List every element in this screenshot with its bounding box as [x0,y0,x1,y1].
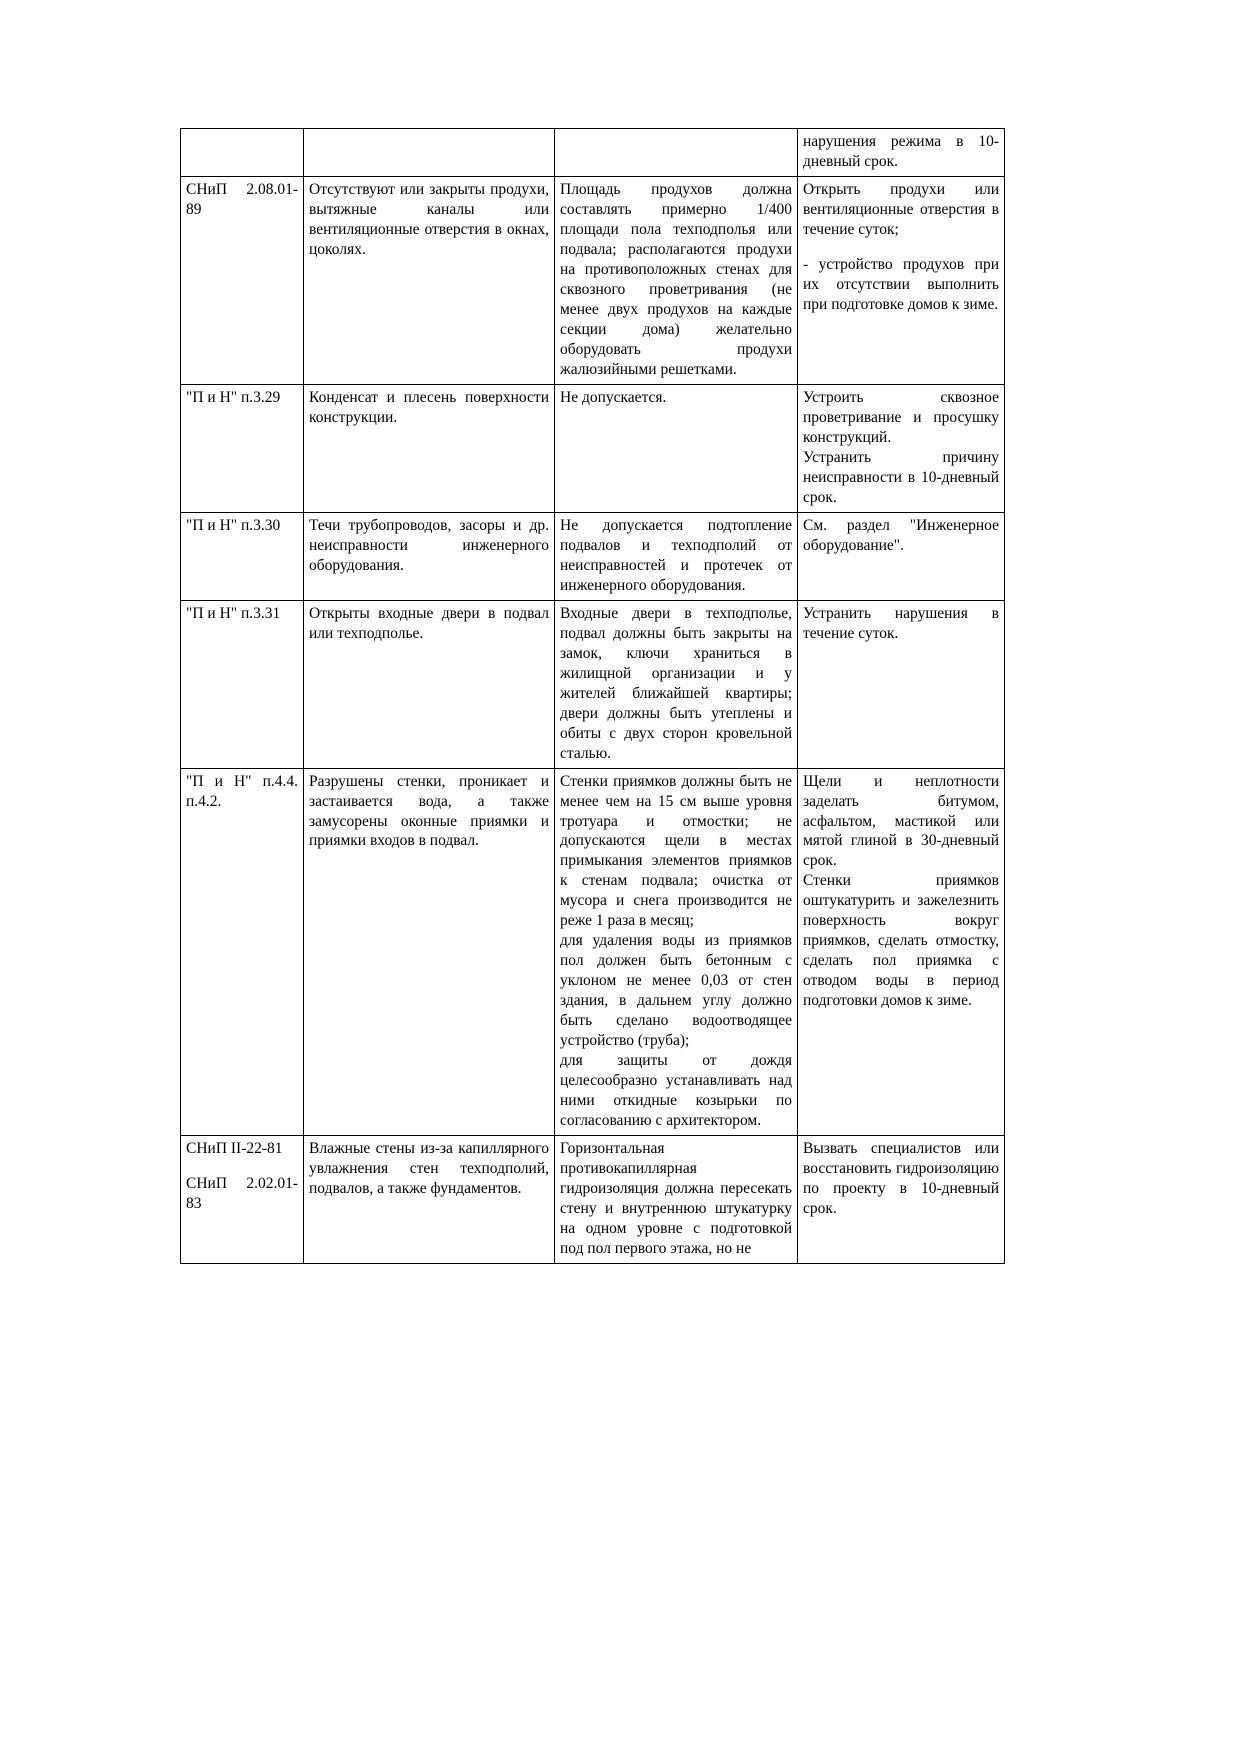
cell-reference: "П и Н" п.3.29 [181,384,304,512]
cell-reference: "П и Н" п.3.30 [181,512,304,600]
cell-requirement [555,129,798,177]
action-part-1: Устроить сквозное проветривание и просушку конструкций. [803,388,999,446]
action-part-2: Устранить причину неисправности в 10-дневный срок. [803,448,999,506]
cell-fault [304,129,555,177]
cell-reference [181,1136,304,1264]
cell-action: нарушения режима в 10-дневный срок. [798,129,1005,177]
reference-part-2: СНиП 2.02.01-83 [186,1175,298,1213]
table-row [181,1136,1005,1264]
cell-action: Вызвать специалистов или восстановить гидроизоляцию по проекту в 10-дневный срок. [798,1136,1005,1264]
cell-reference: "П и Н" п.4.4. п.4.2. [181,768,304,1136]
table-row [181,768,1005,1136]
cell-requirement [555,768,798,1136]
cell-fault: Открыты входные двери в подвал или техподполье. [304,600,555,768]
cell-action [798,768,1005,1136]
line-spacer [186,1159,298,1174]
table-row [181,600,1005,768]
cell-action [798,176,1005,384]
cell-fault: Разрушены стенки, проникает и застаивается вода, а также замусорены оконные приямки и приямки входов в подвал. [304,768,555,1136]
cell-requirement: Не допускается подтопление подвалов и техподполий от неисправностей и протечек от инженерного оборудования. [555,512,798,600]
action-part-1: Открыть продухи или вентиляционные отверстия в течение суток; [803,180,999,238]
table-row [181,176,1005,384]
cell-fault: Течи трубопроводов, засоры и др. неисправности инженерного оборудования. [304,512,555,600]
cell-requirement: Входные двери в техподполье, подвал должны быть закрыты на замок, ключи храниться в жилищной организации и у жителей ближайшей квартиры; двери должны быть утеплены и обиты с двух сторон кровельной сталью. [555,600,798,768]
cell-fault: Конденсат и плесень поверхности конструкции. [304,384,555,512]
cell-requirement: Площадь продухов должна составлять примерно 1/400 площади пола техподполья или подвала; располагаются продухи на противоположных стенах для сквозного проветривания (не менее двух продухов на каждые секции дома) желательно оборудовать продухи жалюзийными решетками. [555,176,798,384]
requirements-table [180,128,1005,1264]
cell-action [798,384,1005,512]
requirement-part-1: Стенки приямков должны быть не менее чем на 15 см выше уровня тротуара и отмостки; не допускаются щели в местах примыкания элементов приямков к стенам подвала; очистка от мусора и снега производится не реже 1 раза в месяц; [560,772,792,930]
cell-reference [181,129,304,177]
requirement-part-3: для защиты от дождя целесообразно устанавливать над ними откидные козырьки по согласованию с архитектором. [560,1052,792,1130]
table-row [181,384,1005,512]
line-spacer [803,240,999,255]
cell-requirement: Горизонтальная противокапиллярная гидроизоляция должна пересекать стену и внутреннюю штукатурку на одном уровне с подготовкой под пол первого этажа, но не [555,1136,798,1264]
action-part-2: Стенки приямков оштукатурить и зажелезнить поверхность вокруг приямков, сделать отмостку, сделать пол приямка с отводом воды в период подготовки домов к зиме. [803,872,999,1010]
table-row [181,129,1005,177]
cell-reference: "П и Н" п.3.31 [181,600,304,768]
requirement-part-2: для удаления воды из приямков пол должен быть бетонным с уклоном не менее 0,03 от стен здания, в дальнем углу должно быть сделано водоотводящее устройство (труба); [560,932,792,1050]
cell-fault: Отсутствуют или закрыты продухи, вытяжные каналы или вентиляционные отверстия в окнах, цоколях. [304,176,555,384]
cell-fault: Влажные стены из-за капиллярного увлажнения стен техподполий, подвалов, а также фундаментов. [304,1136,555,1264]
action-part-1: Щели и неплотности заделать битумом, асфальтом, мастикой или мятой глиной в 30-дневный срок. [803,772,999,870]
reference-part-1: СНиП II-22-81 [186,1140,283,1158]
cell-action: См. раздел "Инженерное оборудование". [798,512,1005,600]
cell-requirement: Не допускается. [555,384,798,512]
cell-action: Устранить нарушения в течение суток. [798,600,1005,768]
action-part-2: - устройство продухов при их отсутствии выполнить при подготовке домов к зиме. [803,255,999,313]
cell-reference: СНиП 2.08.01-89 [181,176,304,384]
table-row [181,512,1005,600]
